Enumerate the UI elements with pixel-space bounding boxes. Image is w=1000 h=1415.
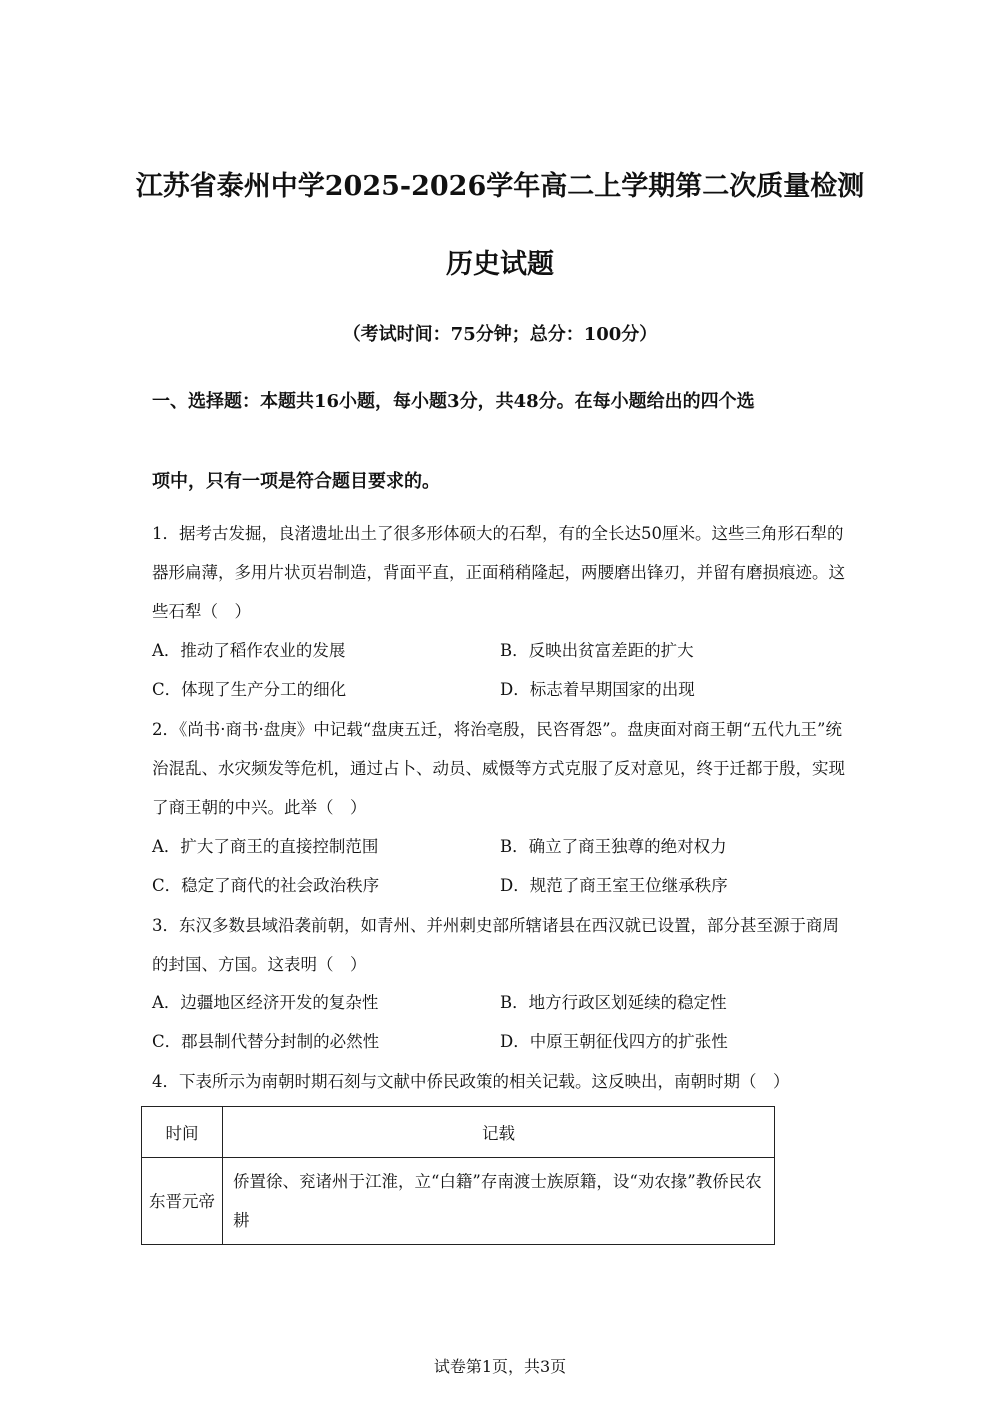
section-heading-line-1: 一、选择题：本题共16小题，每小题3分，共48分。在每小题给出的四个选 bbox=[152, 391, 755, 412]
question-1-option-c[interactable]: C．体现了生产分工的细化 bbox=[152, 680, 347, 699]
question-1-option-d[interactable]: D．标志着早期国家的出现 bbox=[500, 680, 695, 699]
question-4-stem: 4．下表所示为南朝时期石刻与文献中侨民政策的相关记载。这反映出，南朝时期（ ） bbox=[152, 1072, 790, 1091]
question-2-option-a[interactable]: A．扩大了商王的直接控制范围 bbox=[152, 837, 379, 856]
question-3-option-c[interactable]: C．郡县制代替分封制的必然性 bbox=[152, 1032, 380, 1051]
question-2-option-b[interactable]: B．确立了商王独尊的绝对权力 bbox=[500, 837, 727, 856]
question-3-option-d[interactable]: D．中原王朝征伐四方的扩张性 bbox=[500, 1032, 728, 1051]
question-1-option-a[interactable]: A．推动了稻作农业的发展 bbox=[152, 641, 346, 660]
exam-time-and-score: （考试时间：75分钟；总分：100分） bbox=[342, 324, 658, 345]
table-header-record: 记载 bbox=[223, 1107, 775, 1158]
question-3-option-a[interactable]: A．边疆地区经济开发的复杂性 bbox=[152, 993, 379, 1012]
table-cell-time: 东晋元帝 bbox=[142, 1158, 223, 1245]
table-cell-record: 侨置徐、兖诸州于江淮，立“白籍”存南渡士族原籍，设“劝农掾”教侨民农耕 bbox=[223, 1158, 775, 1245]
question-3-stem: 3．东汉多数县域沿袭前朝，如青州、并州刺史部所辖诸县在西汉就已设置，部分甚至源于商周的封国、方国。这表明（ ） bbox=[152, 916, 839, 974]
table-header-time: 时间 bbox=[142, 1107, 223, 1158]
table-header-row bbox=[142, 1107, 775, 1158]
question-1-stem: 1．据考古发掘，良渚遗址出土了很多形体硕大的石犁，有的全长达50厘米。这些三角形石犁的器形扁薄，多用片状页岩制造，背面平直，正面稍稍隆起，两腰磨出锋刃，并留有磨损痕迹。这些石犁（ ） bbox=[152, 524, 845, 621]
records-table bbox=[141, 1106, 775, 1245]
question-3-option-b[interactable]: B．地方行政区划延续的稳定性 bbox=[500, 993, 727, 1012]
exam-subject-title: 历史试题 bbox=[446, 249, 554, 280]
question-2-stem: 2．《尚书·商书·盘庚》中记载“盘庚五迁，将治亳殷，民咨胥怨”。盘庚面对商王朝“五代九王”统治混乱、水灾频发等危机，通过占卜、动员、威慑等方式克服了反对意见，终于迁都于殷，实现了商王朝的中兴。此举（ ） bbox=[152, 720, 845, 817]
question-2-option-c[interactable]: C．稳定了商代的社会政治秩序 bbox=[152, 876, 380, 895]
table-row bbox=[142, 1158, 775, 1245]
section-heading-line-2: 项中，只有一项是符合题目要求的。 bbox=[152, 471, 440, 492]
exam-title: 江苏省泰州中学2025-2026学年高二上学期第二次质量检测 bbox=[135, 171, 865, 202]
question-1-option-b[interactable]: B．反映出贫富差距的扩大 bbox=[500, 641, 694, 660]
question-2-option-d[interactable]: D．规范了商王室王位继承秩序 bbox=[500, 876, 728, 895]
page-footer: 试卷第1页，共3页 bbox=[433, 1357, 567, 1376]
